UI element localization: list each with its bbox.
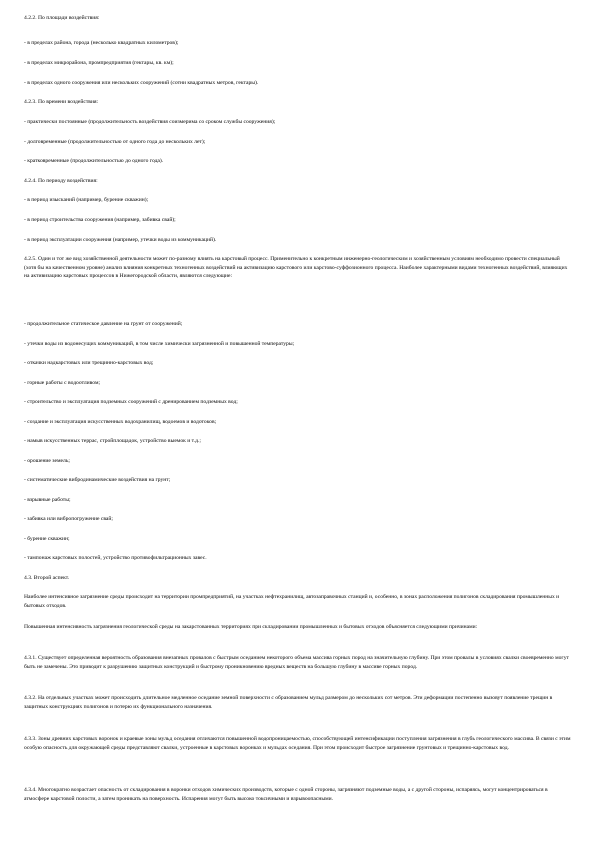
heading-4-2-2: 4.2.2. По площади воздействия: — [24, 15, 100, 21]
list-item: - горные работы с водоотливом; — [24, 380, 101, 386]
heading-4-2-3: 4.2.3. По времени воздействия: — [24, 99, 99, 105]
list-item: - в период эксплуатации сооружения (например, утечки воды из коммуникаций). — [24, 237, 217, 243]
list-item: - в пределах микрорайона, промпредприятия (гектары, кв. км); — [24, 60, 174, 66]
paragraph-4-2-5: 4.2.5. Один и тот же вид хозяйственной деятельности может по-разному влиять на карстовый процесс. Применительно к конкретным инженерно-геологическим и хозяйственным условиям необходимо провести специальный (хотя бы на качественном уровне) анализ влияния конкретных техногенных воздействий на активизацию карстового или карстово-суффозионного процесса. Наиболее характерными видами техногенных воздействий, влияющих на активизацию карстовых процессов в Нижегородской области, являются следующие: — [24, 256, 568, 280]
list-item: - кратковременные (продолжительностью до одного года). — [24, 158, 164, 164]
heading-4-3: 4.3. Второй аспект. — [24, 575, 70, 581]
paragraph: Наиболее интенсивное загрязнение среды происходит на территории промпредприятий, на участках нефтехранилищ, автозаправочных станций и, особенно, в зонах расположения полигонов складирования промышленных и бытовых отходов. — [24, 594, 560, 609]
paragraph: Повышенная интенсивность загрязнения геологической среды на закарстованных территориях при складировании промышленных и бытовых отходов объясняется следующими причинами: — [24, 624, 478, 630]
paragraph-4-3-2: 4.3.2. На отдельных участках может происходить длительное медленное оседание земной поверхности с образованием мульд размером до нескольких сот метров. Эти деформации постепенно вызовут появление трещин в защитных конструкциях полигонов и потерю их функционального назначения. — [24, 695, 553, 710]
list-item: - орошение земель; — [24, 458, 70, 464]
list-item: - взрывные работы; — [24, 497, 71, 503]
list-item: - долговременные (продолжительностью от одного года до нескольких лет); — [24, 139, 206, 145]
list-item: - намыв искусственных террас, стройплощадок, устройство выемок и т.д.; — [24, 438, 201, 444]
list-item: - бурение скважин; — [24, 536, 70, 542]
list-item: - продолжительное статическое давление на грунт от сооружений; — [24, 321, 183, 327]
list-item: - в пределах района, города (несколько квадратных километров); — [24, 40, 179, 46]
list-item: - систематические вибродинамические воздействия на грунт; — [24, 477, 171, 483]
list-item: - строительство и эксплуатация подземных сооружений с дренированием подземных вод; — [24, 399, 238, 405]
list-item: - в пределах одного сооружения или нескольких сооружений (сотни квадратных метров, гектары). — [24, 80, 259, 86]
list-item: - тампонаж карстовых полостей, устройство противофильтрационных завес. — [24, 555, 207, 561]
list-item: - забивка или вибропогружение свай; — [24, 516, 113, 522]
list-item: - в период строительства сооружения (например, забивка свай); — [24, 217, 176, 223]
paragraph-4-3-3: 4.3.3. Зоны древних карстовых воронок и краевые зоны мульд оседания отличаются повышенной водопроницаемостью, способствующей интенсификации поступления загрязнения в глубь геологического массива. В связи с этим особую опасность для окружающей среды представляют свалки, устроенные в карстовых воронках и мульдах оседания. При этом происходит быстрое загрязнение грунтовых и трещинно-карстовых вод. — [24, 736, 571, 751]
list-item: - утечки воды из водонесущих коммуникаций, в том числе химически загрязненной и повышенной температуры; — [24, 341, 295, 347]
list-item: - практически постоянные (продолжительность воздействия соизмерима со сроком службы сооружения); — [24, 119, 276, 125]
paragraph-4-3-4: 4.3.4. Многократно возрастает опасность от складирования в воронки отходов химических производств, которые с одной стороны, загрязняют подземные воды, а с другой стороны, испаряясь, могут концентрироваться в атмосфере карстовой полости, а затем проникать на поверхность. Испарения могут быть высоко токсичными и взрывоопасными. — [24, 787, 548, 802]
list-item: - откачки надкарстовых или трещинно-карстовых вод; — [24, 360, 154, 366]
list-item: - в период изысканий (например, бурение скважин); — [24, 197, 149, 203]
heading-4-2-4: 4.2.4. По периоду воздействия: — [24, 178, 98, 184]
paragraph-4-3-1: 4.3.1. Существует определенная вероятность образования внезапных провалов с быстрым оседанием некоторого объема массива горных пород на значительную глубину. При этом провалы в условиях свалки своевременно могут быть не замечены. Это приводит к разрушению защитных конструкций и быстрому проникновению вредных веществ на большую глубину в массиве горных пород. — [24, 655, 569, 670]
list-item: - создание и эксплуатация искусственных водохранилищ, водоемов и водотоков; — [24, 419, 217, 425]
